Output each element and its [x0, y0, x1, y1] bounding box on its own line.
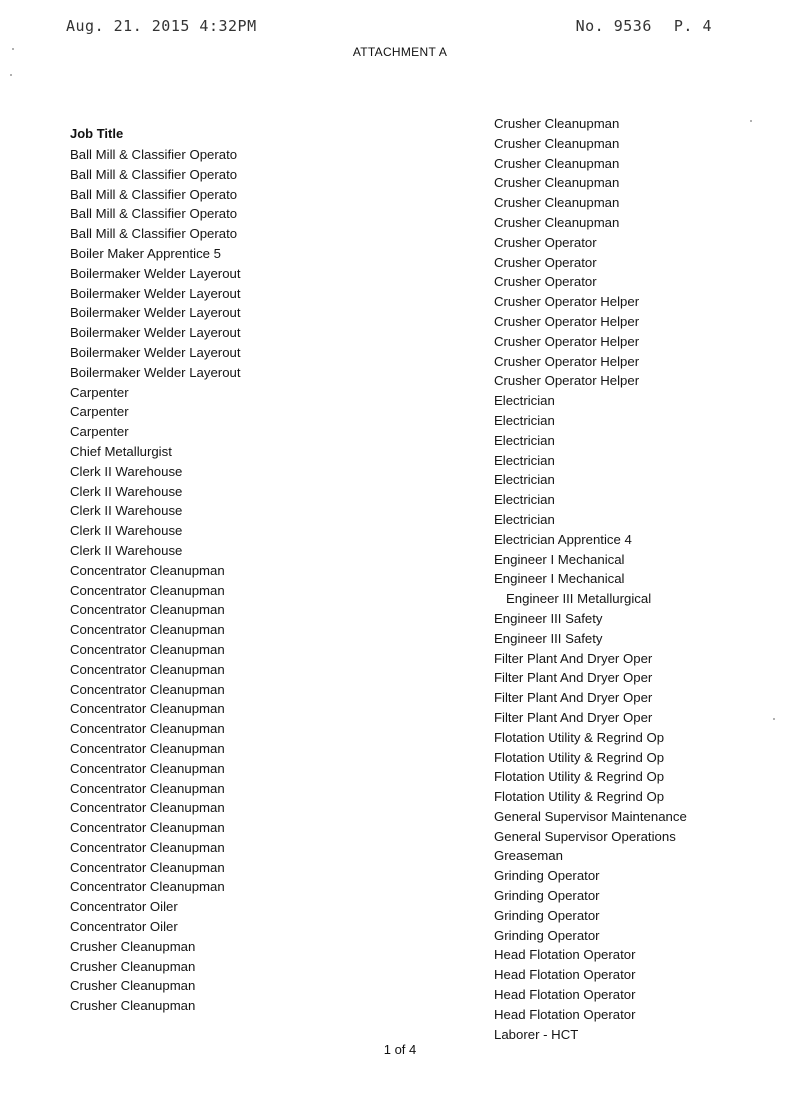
job-title-item: Crusher Cleanupman: [494, 195, 620, 211]
job-title-item: Carpenter: [70, 384, 129, 400]
job-title-item: Electrician: [494, 432, 555, 448]
job-title-item: Grinding Operator: [494, 868, 600, 884]
job-title-item: Crusher Cleanupman: [494, 155, 620, 171]
job-title-item: Concentrator Cleanupman: [70, 839, 225, 855]
job-title-item: Concentrator Cleanupman: [70, 879, 225, 895]
job-title-item: Engineer III Safety: [494, 630, 603, 646]
job-title-item: Ball Mill & Classifier Operato: [70, 166, 238, 182]
job-title-item: Electrician: [494, 511, 555, 527]
job-title-item: Head Flotation Operator: [494, 947, 636, 963]
job-title-item: Grinding Operator: [494, 888, 600, 904]
job-title-item: Flotation Utility & Regrind Op: [494, 769, 665, 785]
scan-speck: [12, 48, 14, 50]
job-title-item: Boilermaker Welder Layerout: [70, 325, 241, 341]
job-title-item: Clerk II Warehouse: [70, 542, 183, 558]
job-title-item: Crusher Operator Helper: [494, 313, 640, 329]
fax-page: P. 4: [673, 17, 712, 35]
job-title-item: Carpenter: [70, 424, 129, 440]
fax-number: No. 9536: [575, 17, 652, 35]
job-title-item: Concentrator Cleanupman: [70, 681, 225, 697]
job-title-item: Concentrator Cleanupman: [70, 701, 225, 717]
job-title-item: Flotation Utility & Regrind Op: [494, 789, 665, 805]
job-title-item: Flotation Utility & Regrind Op: [494, 749, 665, 765]
job-title-item: Ball Mill & Classifier Operato: [70, 147, 238, 162]
job-title-item: Head Flotation Operator: [494, 1006, 636, 1022]
job-title-item: Ball Mill & Classifier Operato: [70, 226, 238, 242]
job-title-item: Clerk II Warehouse: [70, 503, 183, 519]
job-title-item: Laborer - HCT: [494, 1026, 579, 1042]
job-title-item: Engineer I Mechanical: [494, 551, 625, 567]
job-title-item: Electrician: [494, 412, 555, 428]
job-title-item: Electrician Apprentice 4: [494, 531, 632, 547]
job-title-item: Ball Mill & Classifier Operato: [70, 186, 238, 202]
job-title-item: Boilermaker Welder Layerout: [70, 364, 241, 380]
job-title-item: Electrician: [494, 393, 555, 409]
job-title-item: Filter Plant And Dryer Oper: [494, 709, 653, 725]
job-title-item: Boilermaker Welder Layerout: [70, 265, 241, 281]
job-title-item: Crusher Cleanupman: [494, 175, 620, 191]
fax-meta: [576, 17, 712, 35]
job-title-item: Crusher Operator Helper: [494, 333, 640, 349]
job-title-item: Crusher Operator Helper: [494, 353, 640, 369]
job-title-item: Carpenter: [70, 404, 129, 420]
job-title-item: Concentrator Cleanupman: [70, 780, 225, 796]
job-title-item: Crusher Operator Helper: [494, 294, 640, 310]
job-title-item: Crusher Operator Helper: [494, 373, 640, 389]
job-title-item: Boilermaker Welder Layerout: [70, 344, 241, 360]
scan-speck: [750, 120, 752, 122]
job-title-item: Concentrator Oiler: [70, 919, 178, 935]
job-title-item: Boilermaker Welder Layerout: [70, 305, 241, 321]
job-title-item: Concentrator Cleanupman: [70, 740, 225, 756]
job-title-item: Concentrator Cleanupman: [70, 602, 225, 618]
job-title-item: Crusher Cleanupman: [494, 116, 620, 131]
job-title-item: Filter Plant And Dryer Oper: [494, 670, 653, 686]
job-title-item: Concentrator Cleanupman: [70, 562, 225, 578]
job-title-item: Concentrator Cleanupman: [70, 859, 225, 875]
job-title-item: General Supervisor Maintenance: [494, 808, 687, 824]
document-title: ATTACHMENT A: [352, 45, 448, 59]
job-title-item: Crusher Operator: [494, 274, 597, 290]
job-title-item: Engineer III Metallurgical: [506, 591, 652, 607]
job-title-list-right: [494, 114, 687, 1044]
fax-header: [66, 17, 712, 39]
job-title-item: Boiler Maker Apprentice 5: [70, 245, 221, 261]
job-title-item: Concentrator Cleanupman: [70, 661, 225, 677]
job-title-item: Crusher Cleanupman: [70, 978, 196, 994]
job-title-item: Concentrator Cleanupman: [70, 800, 225, 816]
job-title-item: Crusher Operator: [494, 254, 597, 270]
job-title-item: Concentrator Cleanupman: [70, 622, 225, 638]
job-title-item: Engineer I Mechanical: [494, 571, 625, 587]
fax-datetime: Aug. 21. 2015 4:32PM: [66, 17, 257, 35]
job-title-item: Crusher Operator: [494, 234, 597, 250]
job-title-item: Grinding Operator: [494, 907, 600, 923]
scan-speck: [773, 718, 775, 720]
job-title-item: Crusher Cleanupman: [70, 958, 196, 974]
job-title-item: Clerk II Warehouse: [70, 483, 183, 499]
job-title-item: Clerk II Warehouse: [70, 523, 183, 539]
page-number: 1 of 4: [383, 1042, 417, 1057]
job-title-item: Crusher Cleanupman: [70, 998, 196, 1014]
job-title-item: Electrician: [494, 492, 555, 508]
job-title-item: Boilermaker Welder Layerout: [70, 285, 241, 301]
job-title-item: Crusher Cleanupman: [494, 214, 620, 230]
job-title-item: Clerk II Warehouse: [70, 463, 183, 479]
job-title-item: Electrician: [494, 452, 555, 468]
job-title-item: Concentrator Cleanupman: [70, 721, 225, 737]
job-title-item: Crusher Cleanupman: [70, 938, 196, 954]
job-title-item: Grinding Operator: [494, 927, 600, 943]
job-title-item: Head Flotation Operator: [494, 987, 636, 1003]
job-title-item: Chief Metallurgist: [70, 443, 172, 459]
job-title-item: Concentrator Cleanupman: [70, 582, 225, 598]
job-title-item: Greaseman: [494, 848, 563, 864]
column-header: Job Title: [70, 126, 124, 141]
job-title-item: Engineer III Safety: [494, 610, 603, 626]
job-title-item: Concentrator Cleanupman: [70, 760, 225, 776]
job-title-item: Head Flotation Operator: [494, 967, 636, 983]
job-title-item: Filter Plant And Dryer Oper: [494, 690, 653, 706]
scan-speck: [10, 74, 12, 76]
job-title-item: Electrician: [494, 472, 555, 488]
job-title-item: Concentrator Cleanupman: [70, 820, 225, 836]
job-title-item: Concentrator Oiler: [70, 899, 178, 915]
job-title-item: General Supervisor Operations: [494, 828, 676, 844]
job-title-item: Filter Plant And Dryer Oper: [494, 650, 653, 666]
job-title-item: Flotation Utility & Regrind Op: [494, 729, 665, 745]
job-title-item: Crusher Cleanupman: [494, 135, 620, 151]
job-title-item: Ball Mill & Classifier Operato: [70, 206, 238, 222]
job-title-list-left: [70, 145, 241, 1016]
job-title-item: Concentrator Cleanupman: [70, 641, 225, 657]
